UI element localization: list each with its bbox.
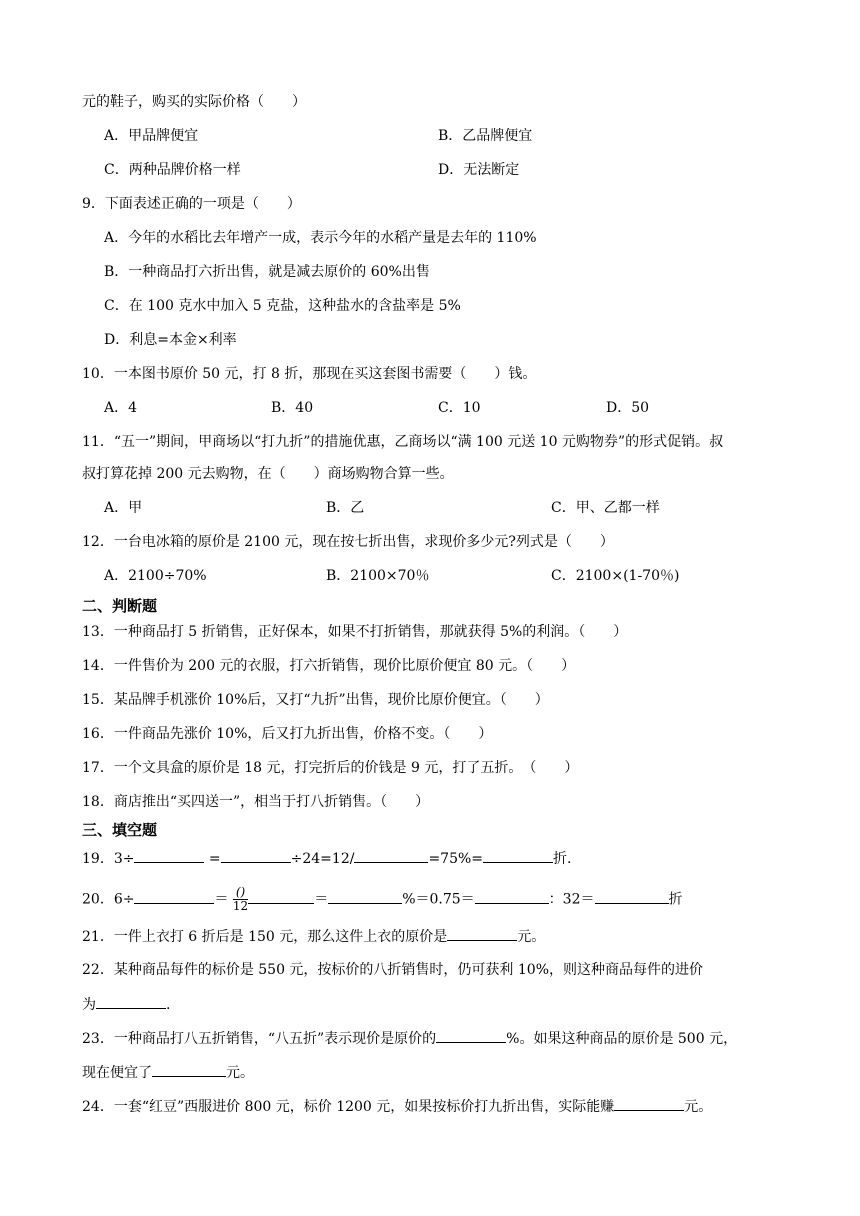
q19-text-4: =75%=: [428, 851, 484, 867]
q23-text-4: 元。: [226, 1065, 254, 1081]
q10-stem: 10．一本图书原价 50 元，打 8 折，那现在买这套图书需要（ ）钱。: [82, 366, 537, 382]
q22-text-1: 为: [82, 997, 96, 1013]
q21-blank[interactable]: [447, 926, 517, 941]
q23-text-2: %。如果这种商品的原价是 500 元，: [506, 1031, 738, 1047]
q9-option-c: C．在 100 克水中加入 5 克盐，这种盐水的含盐率是 5%: [104, 298, 461, 314]
q20-text-3: ＝: [314, 891, 329, 908]
q11-stem-line2: 叔打算花掉 200 元去购物，在（ ）商场购物合算一些。: [82, 466, 454, 482]
q9-option-d: D．利息=本金×利率: [104, 332, 237, 348]
q20-fraction: [233, 886, 248, 913]
q20-fraction-denominator: 12: [232, 899, 249, 913]
q11-option-b: B．乙: [326, 500, 365, 516]
q22-stem-line2: [82, 994, 170, 1015]
q15-stem: 15．某品牌手机涨价 10%后，又打“九折”出售，现价比原价便宜。（ ）: [82, 692, 549, 708]
q12-stem: 12．一台电冰箱的原价是 2100 元，现在按七折出售，求现价多少元?列式是（ ）: [82, 534, 614, 550]
q20-blank-1[interactable]: [134, 889, 214, 904]
q20-blank-3[interactable]: [328, 889, 402, 904]
q22-text-2: .: [166, 997, 171, 1013]
section-heading-fill-blank: 三、填空题: [82, 821, 158, 839]
q12-option-a: A．2100÷70%: [104, 568, 207, 584]
section-heading-judgment: 二、判断题: [82, 597, 158, 615]
q23-text-3: 现在便宜了: [82, 1065, 152, 1081]
q19-blank-3[interactable]: [354, 848, 428, 863]
q20-blank-5[interactable]: [595, 889, 669, 904]
q20-text-6: 折: [668, 891, 683, 908]
q20-text-1: 20．6÷: [82, 891, 135, 908]
q22-blank[interactable]: [96, 994, 166, 1009]
q19-text-5: 折.: [553, 851, 572, 867]
q22-stem-line1: 22．某种商品每件的标价是 550 元，按标价的八折销售时，仍可获利 10%，则这种商品每件的进价: [82, 962, 704, 978]
q9-stem: 9．下面表述正确的一项是（ ）: [82, 196, 301, 212]
q23-text-1: 23．一种商品打八五折销售，“八五折”表示现价是原价的: [82, 1031, 437, 1047]
q8-option-a: A．甲品牌便宜: [104, 128, 199, 144]
q12-option-c: C．2100×(1-70％): [551, 568, 680, 584]
q19-stem: [82, 848, 571, 869]
q21-text-1: 21．一件上衣打 6 折后是 150 元，那么这件上衣的原价是: [82, 929, 448, 945]
q11-option-c: C．甲、乙都一样: [551, 500, 660, 516]
q19-blank-1[interactable]: [134, 848, 204, 863]
q10-option-d: D．50: [606, 400, 650, 416]
q20-text-5: ：32＝: [548, 891, 595, 908]
q11-option-a: A．甲: [104, 500, 143, 516]
q24-blank[interactable]: [614, 1096, 684, 1111]
q20-text-2: ＝: [214, 891, 233, 908]
q21-stem: [82, 926, 545, 947]
q8-option-b: B．乙品牌便宜: [438, 128, 533, 144]
q8-option-c: C．两种品牌价格一样: [104, 162, 241, 178]
q20-blank-4[interactable]: [475, 889, 549, 904]
q24-stem: [82, 1096, 712, 1117]
q18-stem: 18．商店推出“买四送一”，相当于打八折销售。（ ）: [82, 794, 430, 810]
q23-stem-line2: [82, 1062, 254, 1083]
q9-option-a: A．今年的水稻比去年增产一成，表示今年的水稻产量是去年的 110%: [104, 230, 537, 246]
q20-stem: [82, 886, 683, 913]
q23-blank-2[interactable]: [152, 1062, 226, 1077]
q19-blank-2[interactable]: [221, 848, 291, 863]
q8-stem-continuation: 元的鞋子，购买的实际价格（ ）: [82, 94, 306, 110]
q19-text-1: 19．3÷: [82, 851, 135, 867]
q13-stem: 13．一种商品打 5 折销售，正好保本，如果不打折销售，那就获得 5%的利润。（ ）: [82, 624, 628, 640]
q24-text-1: 24．一套“红豆”西服进价 800 元，标价 1200 元，如果按标价打九折出售，实际能赚: [82, 1099, 615, 1115]
q14-stem: 14．一件售价为 200 元的衣服，打六折销售，现价比原价便宜 80 元。（ ）: [82, 658, 576, 674]
q17-stem: 17．一个文具盒的原价是 18 元，打完折后的价钱是 9 元，打了五折。 （ ）: [82, 760, 579, 776]
q20-text-4: %＝0.75＝: [402, 891, 475, 908]
q12-option-b: B．2100×70％: [326, 568, 430, 584]
q19-text-2: =: [204, 851, 221, 867]
q10-option-b: B．40: [271, 400, 314, 416]
q11-stem-line1: 11．“五一”期间，甲商场以“打九折”的措施优惠，乙商场以“满 100 元送 10 元购物券”的形式促销。叔: [82, 434, 724, 450]
q21-text-2: 元。: [517, 929, 546, 945]
q20-blank-2[interactable]: [248, 889, 314, 904]
q9-option-b: B．一种商品打六折出售，就是减去原价的 60%出售: [104, 264, 430, 280]
q19-text-3: ÷24=12/: [290, 851, 355, 867]
q10-option-a: A．4: [104, 400, 138, 416]
q8-option-d: D．无法断定: [438, 162, 520, 178]
q19-blank-4[interactable]: [483, 848, 553, 863]
q23-stem-line1: [82, 1028, 737, 1049]
q20-fraction-numerator: (): [233, 886, 248, 900]
q10-option-c: C．10: [438, 400, 481, 416]
q24-text-2: 元。: [684, 1099, 713, 1115]
q16-stem: 16．一件商品先涨价 10%，后又打九折出售，价格不变。（ ）: [82, 726, 493, 742]
q23-blank-1[interactable]: [436, 1028, 506, 1043]
